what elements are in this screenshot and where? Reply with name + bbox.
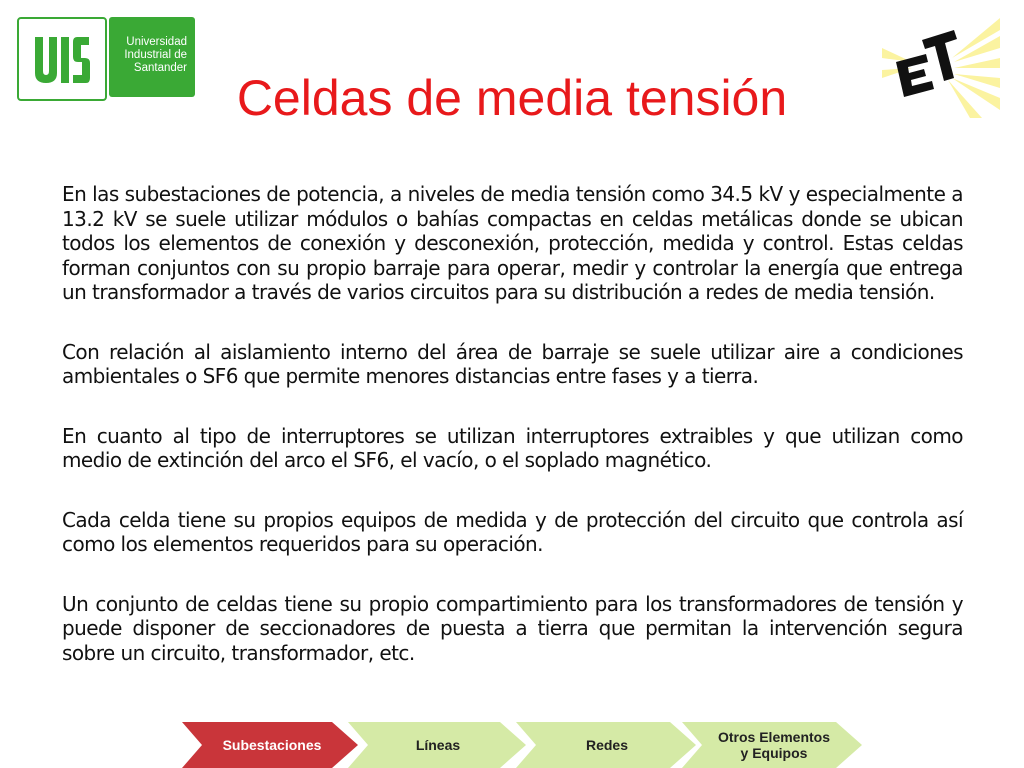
nav-item-otros-elementos[interactable]	[696, 722, 852, 768]
nav-item-subestaciones[interactable]: Subestaciones	[222, 737, 322, 753]
uis-logo-line: Industrial de	[124, 49, 187, 61]
nav-item-redes[interactable]: Redes	[585, 737, 629, 753]
uis-logo-line: Universidad	[126, 36, 187, 48]
paragraph: Con relación al aislamiento interno del área de barraje se suele utilizar aire a condiciones ambientales o SF6 que permite menores distancias entre fases y a tierra.	[62, 339, 963, 388]
nav-item-lineas[interactable]: Líneas	[415, 737, 461, 753]
paragraph: En cuanto al tipo de interruptores se utilizan interruptores extraibles y que utilizan como medio de extinción del arco el SF6, el vacío, o el soplado magnético.	[62, 423, 963, 472]
slide-title: Celdas de media tensión	[236, 70, 788, 126]
slide-body	[62, 182, 963, 700]
paragraph: Cada celda tiene su propios equipos de medida y de protección del circuito que controla así como los elementos requeridos para su operación.	[62, 507, 963, 556]
section-nav	[182, 722, 862, 768]
uis-logo-line: Santander	[133, 62, 187, 74]
nav-item-otros-line: y Equipos	[740, 745, 808, 761]
nav-item-otros-line: Otros Elementos	[717, 729, 831, 745]
paragraph: Un conjunto de celdas tiene su propio compartimiento para los transformadores de tensión y puede disponer de seccionadores de puesta a tierra que permitan la intervención segura sobre un circuito, transformador, etc.	[62, 591, 963, 665]
paragraph: En las subestaciones de potencia, a niveles de media tensión como 34.5 kV y especialmente a 13.2 kV se suele utilizar módulos o bahías compactas en celdas metálicas donde se ubican todos los elementos de conexión y desconexión, protección, medida y control. Estas celdas forman conjuntos con su propio barraje para operar, medir y controlar la energía que entrega un transformador a través de varios circuitos para su distribución a redes de media tensión.	[62, 182, 963, 304]
